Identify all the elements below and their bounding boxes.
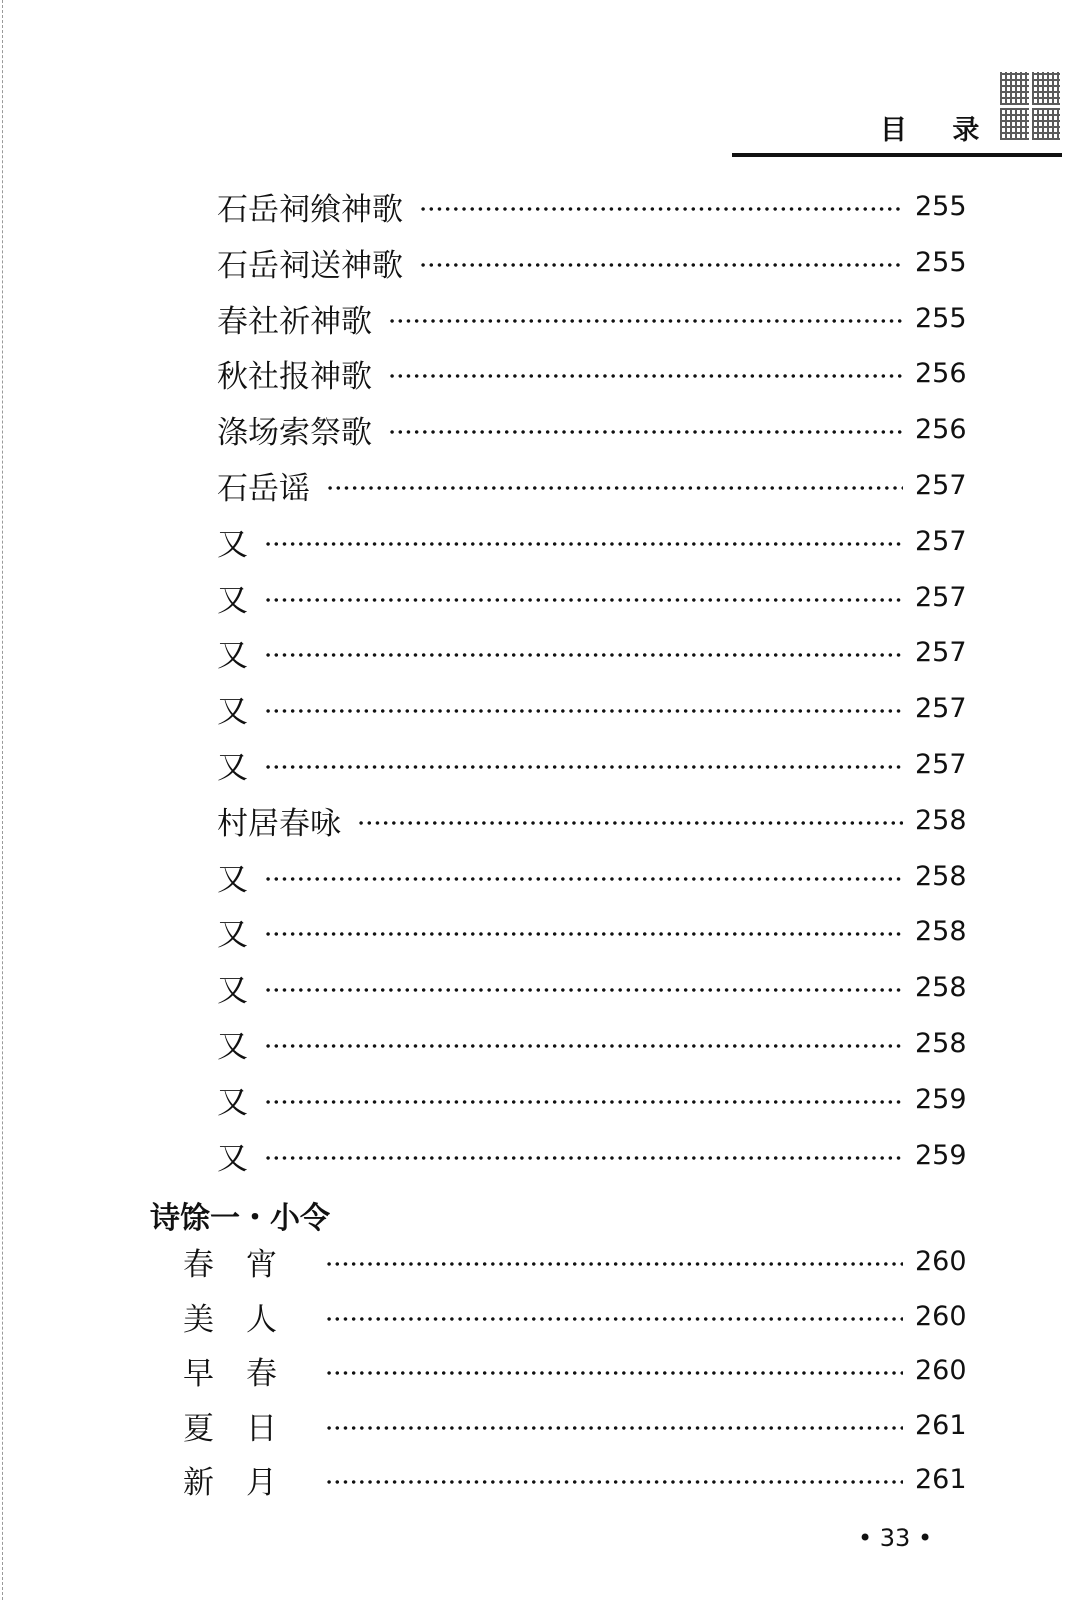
dot-leader xyxy=(264,653,903,657)
toc-entry[interactable] xyxy=(217,242,965,282)
toc-entry-title: 石岳祠飨神歌 xyxy=(217,191,403,228)
toc-entry[interactable] xyxy=(217,632,965,672)
toc-entry-title: 涤场索祭歌 xyxy=(217,414,372,451)
toc-entry-page: 258 xyxy=(915,1027,967,1059)
toc-entry[interactable] xyxy=(217,353,965,393)
toc-entry-page: 256 xyxy=(915,357,967,389)
dot-leader xyxy=(388,430,903,434)
toc-entry-page: 258 xyxy=(915,804,967,836)
toc-entry-title: 又 xyxy=(217,637,248,674)
toc-entry-title: 早春 xyxy=(183,1355,309,1392)
toc-entry-page: 261 xyxy=(915,1463,967,1495)
toc-entry-title: 春社祈神歌 xyxy=(217,303,372,340)
toc-entry[interactable] xyxy=(217,856,965,896)
toc-entry-page: 257 xyxy=(915,748,967,780)
toc-entry-title: 又 xyxy=(217,582,248,619)
toc-entry-title: 石岳祠送神歌 xyxy=(217,247,403,284)
toc-entry-title: 村居春咏 xyxy=(217,805,341,842)
toc-entry-page: 256 xyxy=(915,413,967,445)
toc-entry[interactable] xyxy=(217,521,965,561)
seal-glyph xyxy=(1000,72,1029,105)
toc-entry[interactable] xyxy=(183,1241,965,1281)
toc-entry-page: 257 xyxy=(915,469,967,501)
dot-leader xyxy=(388,374,903,378)
dot-leader xyxy=(264,1044,903,1048)
toc-entry-title: 又 xyxy=(217,916,248,953)
toc-entry[interactable] xyxy=(217,1135,965,1175)
dot-leader xyxy=(388,319,903,323)
dot-leader xyxy=(357,821,903,825)
toc-entry[interactable] xyxy=(217,1079,965,1119)
toc-entry-title: 又 xyxy=(217,526,248,563)
dot-leader xyxy=(264,932,903,936)
dot-leader xyxy=(264,709,903,713)
toc-entry-title: 又 xyxy=(217,861,248,898)
dot-leader xyxy=(264,542,903,546)
toc-entry-page: 255 xyxy=(915,190,967,222)
seal-glyph xyxy=(1032,72,1061,105)
dot-leader xyxy=(264,988,903,992)
seal-glyph xyxy=(1000,108,1029,141)
toc-entry[interactable] xyxy=(183,1296,965,1336)
toc-entry[interactable] xyxy=(217,800,965,840)
toc-entry[interactable] xyxy=(183,1350,965,1390)
toc-entry-title: 又 xyxy=(217,693,248,730)
dot-leader xyxy=(325,1480,903,1484)
toc-entry-title: 夏日 xyxy=(183,1410,309,1447)
toc-entry-page: 255 xyxy=(915,246,967,278)
toc-entry-title: 又 xyxy=(217,1028,248,1065)
section-heading: 诗馀一・小令 xyxy=(150,1201,330,1236)
toc-entry[interactable] xyxy=(217,1023,965,1063)
toc-entry-page: 261 xyxy=(915,1409,967,1441)
seal-stamp xyxy=(1000,72,1060,140)
toc-entry-title: 美人 xyxy=(183,1301,309,1338)
page-edge xyxy=(2,0,4,1600)
toc-entry-page: 259 xyxy=(915,1139,967,1171)
page-number: • 33 • xyxy=(858,1524,933,1552)
toc-entry-page: 257 xyxy=(915,525,967,557)
toc-entry-page: 260 xyxy=(915,1245,967,1277)
toc-entry-page: 260 xyxy=(915,1354,967,1386)
toc-entry[interactable] xyxy=(217,577,965,617)
toc-entry[interactable] xyxy=(217,967,965,1007)
toc-entry-title: 新月 xyxy=(183,1464,309,1501)
page-header-title: 目 录 xyxy=(880,115,998,146)
toc-entry-title: 秋社报神歌 xyxy=(217,358,372,395)
toc-entry-title: 又 xyxy=(217,1084,248,1121)
dot-leader xyxy=(264,598,903,602)
toc-entry[interactable] xyxy=(183,1459,965,1499)
toc-entry[interactable] xyxy=(217,298,965,338)
dot-leader xyxy=(264,877,903,881)
toc-entry[interactable] xyxy=(217,186,965,226)
toc-entry-page: 257 xyxy=(915,636,967,668)
toc-entry-title: 又 xyxy=(217,1140,248,1177)
dot-leader xyxy=(325,1371,903,1375)
toc-entry[interactable] xyxy=(183,1405,965,1445)
toc-entry-title: 春宵 xyxy=(183,1246,309,1283)
dot-leader xyxy=(325,1262,903,1266)
toc-entry-page: 255 xyxy=(915,302,967,334)
dot-leader xyxy=(419,207,903,211)
dot-leader xyxy=(326,486,903,490)
seal-glyph xyxy=(1032,108,1061,141)
dot-leader xyxy=(419,263,903,267)
dot-leader xyxy=(264,765,903,769)
toc-entry[interactable] xyxy=(217,688,965,728)
toc-entry-page: 258 xyxy=(915,860,967,892)
toc-entry[interactable] xyxy=(217,744,965,784)
toc-entry-page: 260 xyxy=(915,1300,967,1332)
dot-leader xyxy=(264,1100,903,1104)
header-rule xyxy=(732,153,1062,157)
toc-entry[interactable] xyxy=(217,465,965,505)
toc-entry[interactable] xyxy=(217,409,965,449)
toc-entry[interactable] xyxy=(217,911,965,951)
toc-entry-page: 257 xyxy=(915,692,967,724)
toc-entry-page: 258 xyxy=(915,915,967,947)
dot-leader xyxy=(264,1156,903,1160)
toc-entry-page: 258 xyxy=(915,971,967,1003)
toc-entry-page: 259 xyxy=(915,1083,967,1115)
toc-entry-page: 257 xyxy=(915,581,967,613)
toc-entry-title: 又 xyxy=(217,749,248,786)
toc-entry-title: 石岳谣 xyxy=(217,470,310,507)
dot-leader xyxy=(325,1317,903,1321)
toc-entry-title: 又 xyxy=(217,972,248,1009)
dot-leader xyxy=(325,1426,903,1430)
